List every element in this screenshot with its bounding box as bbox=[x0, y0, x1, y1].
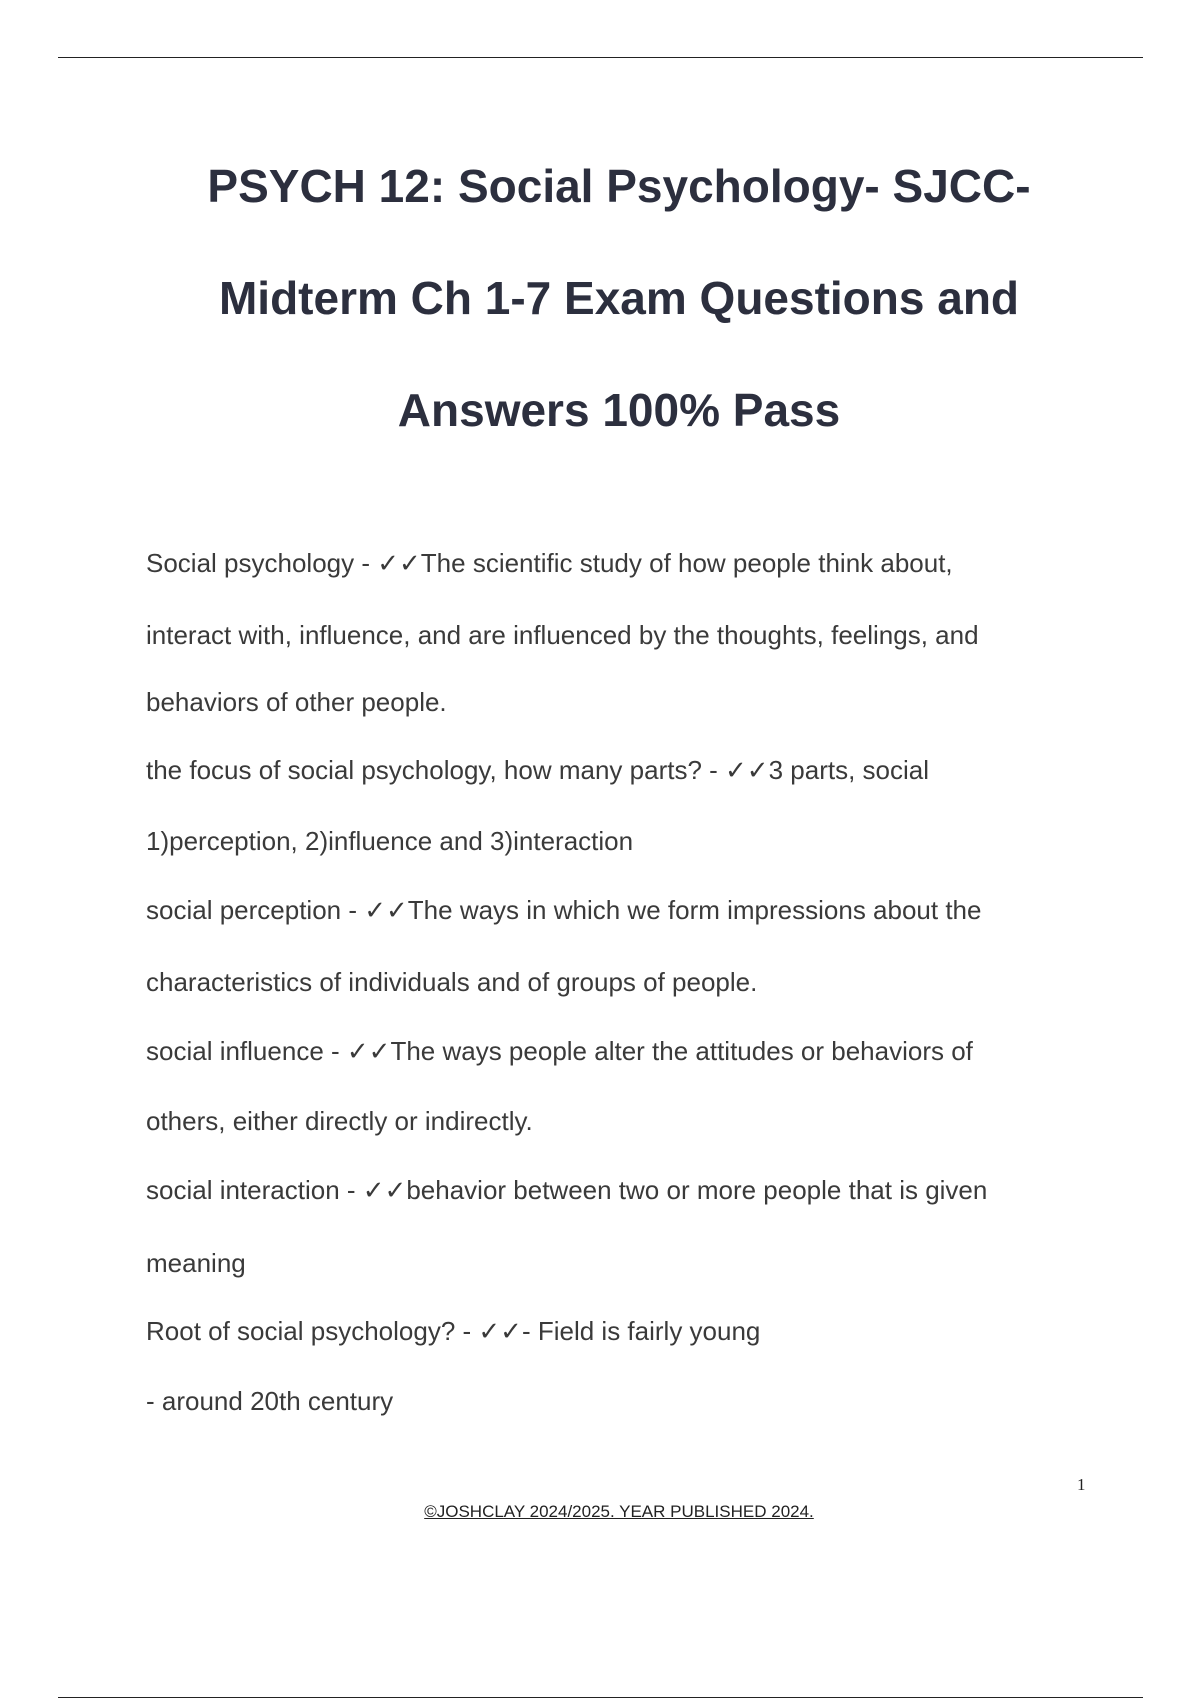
body-line: Social psychology - ✓✓The scientific study of how people think about, bbox=[146, 548, 953, 578]
body-line: the focus of social psychology, how many parts? - ✓✓3 parts, social bbox=[146, 755, 929, 785]
title-line: Midterm Ch 1-7 Exam Questions and bbox=[218, 272, 1020, 324]
document-title bbox=[120, 130, 1118, 466]
body-line: social influence - ✓✓The ways people alter the attitudes or behaviors of bbox=[146, 1036, 973, 1066]
body-line: social perception - ✓✓The ways in which we form impressions about the bbox=[146, 895, 982, 925]
body-line: others, either directly or indirectly. bbox=[146, 1106, 533, 1136]
copyright-footer: ©JOSHCLAY 2024/2025. YEAR PUBLISHED 2024. bbox=[424, 1502, 814, 1521]
body-line: 1)perception, 2)influence and 3)interaction bbox=[146, 826, 634, 856]
body-line: meaning bbox=[146, 1248, 246, 1278]
body-line: Root of social psychology? - ✓✓- Field is fairly young bbox=[146, 1316, 761, 1346]
page-number: 1 bbox=[1077, 1475, 1086, 1494]
title-line: PSYCH 12: Social Psychology- SJCC- bbox=[207, 160, 1031, 212]
title-line: Answers 100% Pass bbox=[397, 384, 841, 436]
top-divider bbox=[58, 57, 1143, 58]
body-line: behaviors of other people. bbox=[146, 687, 447, 717]
body-line: characteristics of individuals and of groups of people. bbox=[146, 967, 758, 997]
bottom-divider bbox=[58, 1697, 1143, 1698]
body-line: interact with, influence, and are influenced by the thoughts, feelings, and bbox=[146, 620, 979, 650]
body-line: social interaction - ✓✓behavior between two or more people that is given bbox=[146, 1175, 988, 1205]
body-line: - around 20th century bbox=[146, 1386, 394, 1416]
